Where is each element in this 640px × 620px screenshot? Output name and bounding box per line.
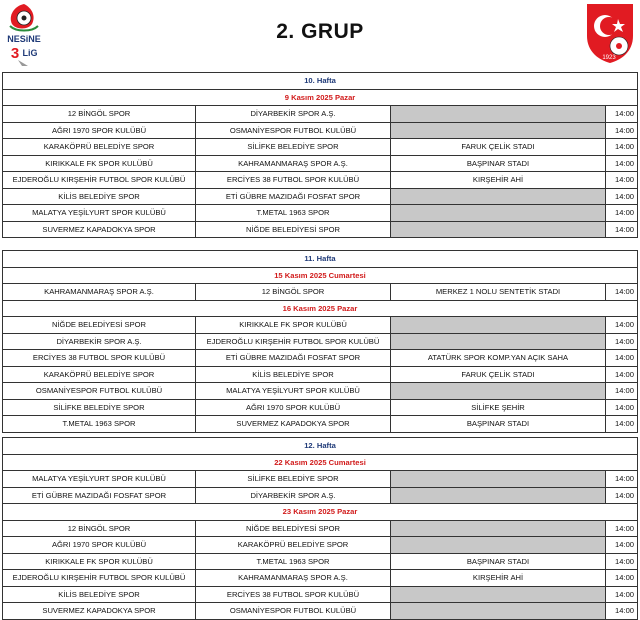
week-label: 11. Hafta xyxy=(3,251,638,268)
away-team: SUVERMEZ KAPADOKYA SPOR xyxy=(196,416,391,433)
kickoff-time: 14:00 xyxy=(606,603,638,620)
away-team: MALATYA YEŞİLYURT SPOR KULÜBÜ xyxy=(196,383,391,400)
match-row xyxy=(3,570,638,587)
venue xyxy=(391,487,606,504)
home-team: 12 BİNGÖL SPOR xyxy=(3,520,196,537)
venue xyxy=(391,221,606,238)
match-row xyxy=(3,284,638,301)
away-team: ETİ GÜBRE MAZIDAĞI FOSFAT SPOR xyxy=(196,350,391,367)
home-team: OSMANİYESPOR FUTBOL KULÜBÜ xyxy=(3,383,196,400)
home-team: EJDEROĞLU KIRŞEHİR FUTBOL SPOR KULÜBÜ xyxy=(3,172,196,189)
away-team: DİYARBEKİR SPOR A.Ş. xyxy=(196,106,391,123)
venue: BAŞPINAR STADI xyxy=(391,155,606,172)
home-team: KİLİS BELEDİYE SPOR xyxy=(3,188,196,205)
away-team: T.METAL 1963 SPOR xyxy=(196,205,391,222)
kickoff-time: 14:00 xyxy=(606,471,638,488)
home-team: ERCİYES 38 FUTBOL SPOR KULÜBÜ xyxy=(3,350,196,367)
home-team: KAHRAMANMARAŞ SPOR A.Ş. xyxy=(3,284,196,301)
kickoff-time: 14:00 xyxy=(606,553,638,570)
kickoff-time: 14:00 xyxy=(606,399,638,416)
home-team: 12 BİNGÖL SPOR xyxy=(3,106,196,123)
venue xyxy=(391,122,606,139)
match-row xyxy=(3,416,638,433)
kickoff-time: 14:00 xyxy=(606,284,638,301)
venue: KIRŞEHİR AHİ xyxy=(391,570,606,587)
week-label: 10. Hafta xyxy=(3,73,638,90)
away-team: KAHRAMANMARAŞ SPOR A.Ş. xyxy=(196,155,391,172)
match-row xyxy=(3,586,638,603)
away-team: 12 BİNGÖL SPOR xyxy=(196,284,391,301)
match-row xyxy=(3,520,638,537)
venue xyxy=(391,603,606,620)
match-row xyxy=(3,172,638,189)
home-team: AĞRI 1970 SPOR KULÜBÜ xyxy=(3,122,196,139)
kickoff-time: 14:00 xyxy=(606,366,638,383)
away-team: ETİ GÜBRE MAZIDAĞI FOSFAT SPOR xyxy=(196,188,391,205)
match-date: 23 Kasım 2025 Pazar xyxy=(3,504,638,521)
match-row xyxy=(3,122,638,139)
away-team: NİĞDE BELEDİYESİ SPOR xyxy=(196,520,391,537)
venue: MERKEZ 1 NOLU SENTETİK STADI xyxy=(391,284,606,301)
away-team: NİĞDE BELEDİYESİ SPOR xyxy=(196,221,391,238)
away-team: DİYARBEKİR SPOR A.Ş. xyxy=(196,487,391,504)
match-date: 9 Kasım 2025 Pazar xyxy=(3,89,638,106)
away-team: ERCİYES 38 FUTBOL SPOR KULÜBÜ xyxy=(196,172,391,189)
home-team: KIRIKKALE FK SPOR KULÜBÜ xyxy=(3,553,196,570)
away-team: SİLİFKE BELEDİYE SPOR xyxy=(196,139,391,156)
kickoff-time: 14:00 xyxy=(606,416,638,433)
home-team: T.METAL 1963 SPOR xyxy=(3,416,196,433)
week-table xyxy=(2,437,638,620)
match-date: 16 Kasım 2025 Pazar xyxy=(3,300,638,317)
home-team: KİLİS BELEDİYE SPOR xyxy=(3,586,196,603)
svg-text:LiG: LiG xyxy=(22,48,38,58)
home-team: SUVERMEZ KAPADOKYA SPOR xyxy=(3,221,196,238)
match-date: 15 Kasım 2025 Cumartesi xyxy=(3,267,638,284)
venue: ATATÜRK SPOR KOMP.YAN AÇIK SAHA xyxy=(391,350,606,367)
match-row xyxy=(3,366,638,383)
svg-text:3: 3 xyxy=(10,45,20,62)
kickoff-time: 14:00 xyxy=(606,188,638,205)
kickoff-time: 14:00 xyxy=(606,520,638,537)
week-table xyxy=(2,72,638,238)
week-table xyxy=(2,250,638,433)
venue: BAŞPINAR STADI xyxy=(391,553,606,570)
kickoff-time: 14:00 xyxy=(606,172,638,189)
away-team: ERCİYES 38 FUTBOL SPOR KULÜBÜ xyxy=(196,586,391,603)
home-team: MALATYA YEŞİLYURT SPOR KULÜBÜ xyxy=(3,205,196,222)
home-team: MALATYA YEŞİLYURT SPOR KULÜBÜ xyxy=(3,471,196,488)
venue: KIRŞEHİR AHİ xyxy=(391,172,606,189)
home-team: NİĞDE BELEDİYESİ SPOR xyxy=(3,317,196,334)
kickoff-time: 14:00 xyxy=(606,205,638,222)
venue: BAŞPINAR STADI xyxy=(391,416,606,433)
away-team: T.METAL 1963 SPOR xyxy=(196,553,391,570)
kickoff-time: 14:00 xyxy=(606,106,638,123)
venue: SİLİFKE ŞEHİR xyxy=(391,399,606,416)
home-team: DİYARBEKİR SPOR A.Ş. xyxy=(3,333,196,350)
venue xyxy=(391,383,606,400)
kickoff-time: 14:00 xyxy=(606,221,638,238)
svg-text:NESiNE: NESiNE xyxy=(7,34,41,44)
home-team: AĞRI 1970 SPOR KULÜBÜ xyxy=(3,537,196,554)
venue xyxy=(391,333,606,350)
home-team: KARAKÖPRÜ BELEDİYE SPOR xyxy=(3,366,196,383)
kickoff-time: 14:00 xyxy=(606,317,638,334)
kickoff-time: 14:00 xyxy=(606,487,638,504)
home-team: SUVERMEZ KAPADOKYA SPOR xyxy=(3,603,196,620)
match-row xyxy=(3,221,638,238)
match-row xyxy=(3,603,638,620)
venue xyxy=(391,471,606,488)
match-row xyxy=(3,333,638,350)
away-team: KARAKÖPRÜ BELEDİYE SPOR xyxy=(196,537,391,554)
venue xyxy=(391,205,606,222)
home-team: ETİ GÜBRE MAZIDAĞI FOSFAT SPOR xyxy=(3,487,196,504)
home-team: EJDEROĞLU KIRŞEHİR FUTBOL SPOR KULÜBÜ xyxy=(3,570,196,587)
tff-emblem xyxy=(583,2,637,64)
venue: FARUK ÇELİK STADI xyxy=(391,139,606,156)
match-row xyxy=(3,399,638,416)
match-row xyxy=(3,471,638,488)
page-title: 2. GRUP xyxy=(276,20,364,43)
kickoff-time: 14:00 xyxy=(606,570,638,587)
venue: FARUK ÇELİK STADI xyxy=(391,366,606,383)
venue xyxy=(391,537,606,554)
away-team: SİLİFKE BELEDİYE SPOR xyxy=(196,471,391,488)
away-team: EJDEROĞLU KIRŞEHİR FUTBOL SPOR KULÜBÜ xyxy=(196,333,391,350)
away-team: KİLİS BELEDİYE SPOR xyxy=(196,366,391,383)
match-row xyxy=(3,383,638,400)
match-row xyxy=(3,155,638,172)
venue xyxy=(391,586,606,603)
svg-text:1923: 1923 xyxy=(602,55,616,61)
kickoff-time: 14:00 xyxy=(606,537,638,554)
kickoff-time: 14:00 xyxy=(606,383,638,400)
match-row xyxy=(3,139,638,156)
kickoff-time: 14:00 xyxy=(606,350,638,367)
kickoff-time: 14:00 xyxy=(606,139,638,156)
match-row xyxy=(3,487,638,504)
home-team: KARAKÖPRÜ BELEDİYE SPOR xyxy=(3,139,196,156)
away-team: KIRIKKALE FK SPOR KULÜBÜ xyxy=(196,317,391,334)
home-team: SİLİFKE BELEDİYE SPOR xyxy=(3,399,196,416)
away-team: OSMANİYESPOR FUTBOL KULÜBÜ xyxy=(196,122,391,139)
page-header xyxy=(0,0,640,70)
kickoff-time: 14:00 xyxy=(606,333,638,350)
match-row xyxy=(3,205,638,222)
kickoff-time: 14:00 xyxy=(606,155,638,172)
match-row xyxy=(3,106,638,123)
venue xyxy=(391,106,606,123)
away-team: AĞRI 1970 SPOR KULÜBÜ xyxy=(196,399,391,416)
kickoff-time: 14:00 xyxy=(606,122,638,139)
match-row xyxy=(3,537,638,554)
venue xyxy=(391,188,606,205)
venue xyxy=(391,317,606,334)
kickoff-time: 14:00 xyxy=(606,586,638,603)
venue xyxy=(391,520,606,537)
match-row xyxy=(3,553,638,570)
match-row xyxy=(3,317,638,334)
away-team: OSMANİYESPOR FUTBOL KULÜBÜ xyxy=(196,603,391,620)
match-row xyxy=(3,188,638,205)
match-row xyxy=(3,350,638,367)
home-team: KIRIKKALE FK SPOR KULÜBÜ xyxy=(3,155,196,172)
match-date: 22 Kasım 2025 Cumartesi xyxy=(3,454,638,471)
week-label: 12. Hafta xyxy=(3,438,638,455)
away-team: KAHRAMANMARAŞ SPOR A.Ş. xyxy=(196,570,391,587)
